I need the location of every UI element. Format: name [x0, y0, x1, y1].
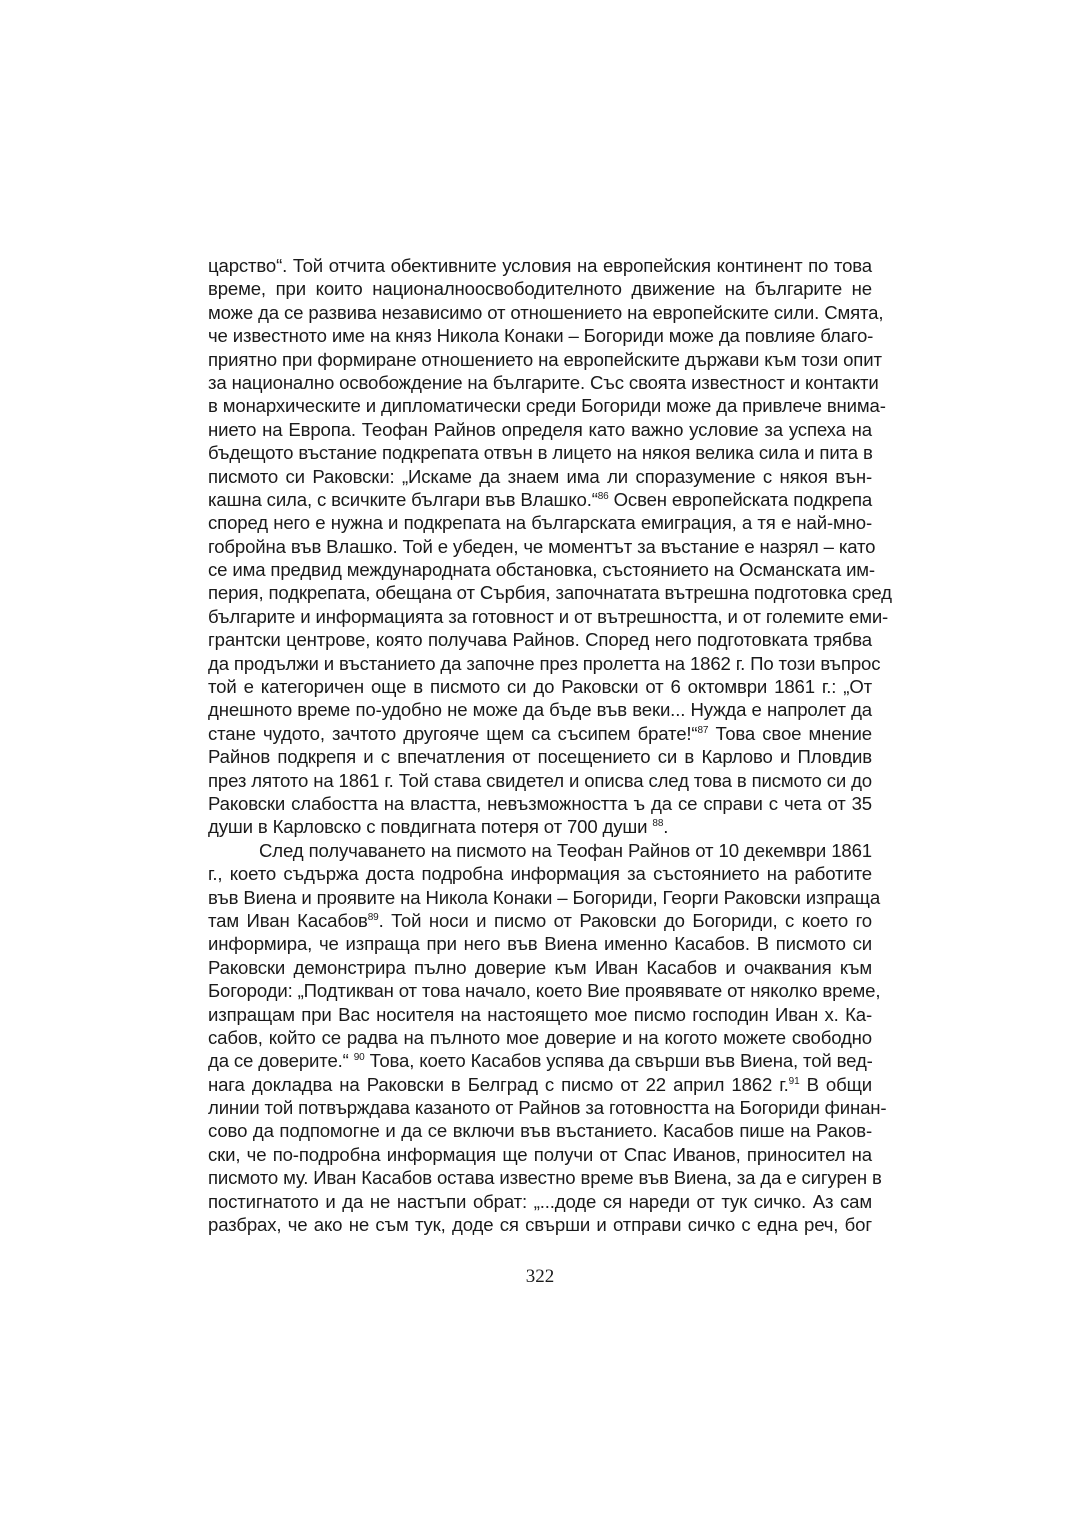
text-line — [208, 558, 875, 581]
line-text: да продължи и въстанието да започне през пролетта на 1862 г. По този въпрос — [208, 652, 881, 674]
line-text: постигнатото и да не настъпи обрат: „...доде ся нареди от тук сичко. Аз сам — [208, 1190, 872, 1212]
text-line — [208, 1190, 872, 1213]
text-line — [208, 1073, 872, 1096]
text-line — [208, 465, 872, 488]
line-text: писмото си Раковски: „Искаме да знаем има ли споразумение с някоя вън- — [208, 465, 872, 487]
line-text: приятно при формиране отношението на европейските държави към този опит — [208, 348, 882, 370]
line-text: днешното време по-удобно не може да бъде във веки... Нужда е напролет да — [208, 699, 872, 721]
text-line — [208, 581, 892, 604]
text-line — [208, 535, 876, 558]
line-text: стане чудото, зачтото другояче щем са съсипем брате!“ — [208, 722, 698, 744]
text-line — [208, 1119, 872, 1142]
line-text: . — [663, 816, 669, 838]
text-line — [208, 886, 881, 909]
text-line — [208, 254, 872, 277]
line-text: царство“. Той отчита обективните условия на европейския континент по това — [208, 255, 872, 276]
text-line — [208, 698, 872, 721]
line-text: . Той носи и писмо от Раковски до Богориди, с което го — [378, 909, 872, 931]
line-text: изпращам при Вас носителя на настоящето мое писмо господин Иван х. Ка- — [208, 1003, 872, 1025]
text-line — [208, 324, 872, 347]
line-text: да се доверите.“ — [208, 1050, 354, 1072]
line-text: разбрах, че ако не съм тук, доде ся свърши и отправи сичко с една реч, бог — [208, 1214, 872, 1236]
text-line — [208, 769, 872, 792]
line-text: в монархическите и дипломатически среди Богориди може да привлече внима- — [208, 395, 886, 417]
line-text: Това свое мнение — [708, 722, 872, 744]
footnote-ref: 86 — [597, 490, 609, 502]
text-line — [208, 1003, 872, 1026]
text-line — [208, 371, 879, 394]
line-text: Това, което Касабов успява да свърши във Виена, той вед- — [364, 1050, 873, 1072]
text-line — [208, 652, 881, 675]
text-line — [208, 1096, 887, 1119]
line-text: във Виена и проявите на Никола Конаки – Богориди, Георги Раковски изпраща — [208, 886, 881, 908]
line-text: информира, че изпраща при него във Виена именно Касабов. В писмото си — [208, 933, 872, 955]
line-text: писмото му. Иван Касабов остава известно време във Виена, за да е сигурен в — [208, 1167, 882, 1189]
footnote-ref: 91 — [788, 1075, 800, 1087]
line-text: грантски центрове, която получава Райнов. Според него подготовката трябва — [208, 629, 872, 651]
text-line — [208, 1143, 872, 1166]
paragraph-2 — [208, 839, 887, 1237]
text-line — [208, 745, 872, 768]
line-text: българите и информацията за готовност и от вътрешността, и от големите еми- — [208, 605, 889, 627]
text-line — [208, 1049, 872, 1072]
footnote-ref: 88 — [652, 818, 664, 830]
line-text: там Иван Касабов — [208, 909, 368, 931]
line-text: нието на Европа. Теофан Райнов определя като важно условие за успеха на — [208, 418, 872, 440]
text-line — [208, 348, 882, 371]
footnote-ref: 89 — [367, 911, 379, 923]
line-text: Раковски демонстрира пълно доверие към Иван Касабов и очаквания към — [208, 956, 872, 978]
line-text: Освен европейската подкрепа — [608, 488, 873, 510]
page-number: 322 — [525, 1266, 555, 1287]
line-text: перия, подкрепата, обещана от Сърбия, започнатата вътрешна подготовка сред — [208, 582, 892, 604]
line-text: нага докладва на Раковски в Белград с писмо от 22 април 1862 г. — [208, 1073, 789, 1095]
text-line — [208, 277, 872, 300]
text-line — [208, 488, 872, 511]
paragraph-1 — [208, 254, 892, 839]
line-text: След получаването на писмото на Теофан Райнов от 10 декември 1861 — [259, 839, 872, 861]
line-text: той е категоричен още в писмото си до Раковски от 6 октомври 1861 г.: „От — [208, 676, 872, 698]
line-text: може да се развива независимо от отношението на европейските сили. Смята, — [208, 301, 884, 323]
line-text: за национално освобождение на българите. Със своята известност и контакти — [208, 371, 879, 393]
line-text: Богороди: „Подтикван от това начало, което Вие проявявате от няколко време, — [208, 980, 881, 1002]
text-line — [208, 909, 872, 932]
text-body — [208, 254, 892, 1236]
text-line — [208, 792, 872, 815]
text-line — [208, 418, 872, 441]
text-line — [208, 839, 872, 862]
line-text: гобройна във Влашко. Той е убеден, че моментът за въстание е назрял – като — [208, 535, 876, 557]
line-text: сово да подпомогне и да се включи във въстанието. Касабов пише на Раков- — [208, 1120, 872, 1142]
text-line — [208, 628, 872, 651]
line-text: Раковски слабостта на властта, невъзможността ъ да се справи с чета от 35 — [208, 792, 872, 814]
footnote-ref: 90 — [353, 1052, 365, 1064]
line-text: линии той потвърждава казаното от Райнов за готовността на Богориди финан- — [208, 1097, 887, 1119]
text-line — [208, 394, 886, 417]
text-line — [208, 862, 872, 885]
line-text: Райнов подкрепя и с впечатления от посещението си в Карлово и Пловдив — [208, 746, 872, 768]
text-line — [208, 815, 872, 838]
text-line — [208, 722, 872, 745]
line-text: че известното име на княз Никола Конаки – Богориди може да повлияе благо- — [208, 325, 874, 347]
line-text: г., което съдържа доста подробна информация за състоянието на работите — [208, 863, 872, 885]
line-text: време, при които националноосвободителното движение на българите не — [208, 278, 872, 300]
line-text: през лятото на 1861 г. Той става свидетел и описва след това в писмото си до — [208, 769, 872, 791]
text-line — [208, 511, 872, 534]
text-line — [208, 956, 872, 979]
line-text: ски, че по-подробна информация ще получи от Спас Иванов, приносител на — [208, 1143, 872, 1165]
text-line — [208, 1026, 872, 1049]
footnote-ref: 87 — [697, 724, 709, 736]
line-text: сабов, който се радва на пълното мое доверие и на когото можете свободно — [208, 1026, 872, 1048]
line-text: се има предвид международната обстановка, състоянието на Османската им- — [208, 559, 875, 581]
line-text: В общи — [799, 1073, 873, 1095]
line-text: бъдещото въстание подкрепата отвън в лицето на някоя велика сила и пита в — [208, 442, 873, 464]
line-text: според него е нужна и подкрепата на българската емиграция, а тя е най-мно- — [208, 512, 872, 534]
text-line — [208, 1166, 882, 1189]
text-line — [208, 605, 889, 628]
line-text: кашна сила, с всичките българи във Влашко.“ — [208, 488, 598, 510]
text-line — [208, 675, 872, 698]
text-line — [208, 441, 872, 464]
text-line — [208, 979, 881, 1002]
text-line — [208, 1213, 872, 1236]
text-line — [208, 301, 884, 324]
line-text: души в Карловско с повдигната потеря от 700 души — [208, 816, 653, 838]
text-line — [208, 932, 872, 955]
